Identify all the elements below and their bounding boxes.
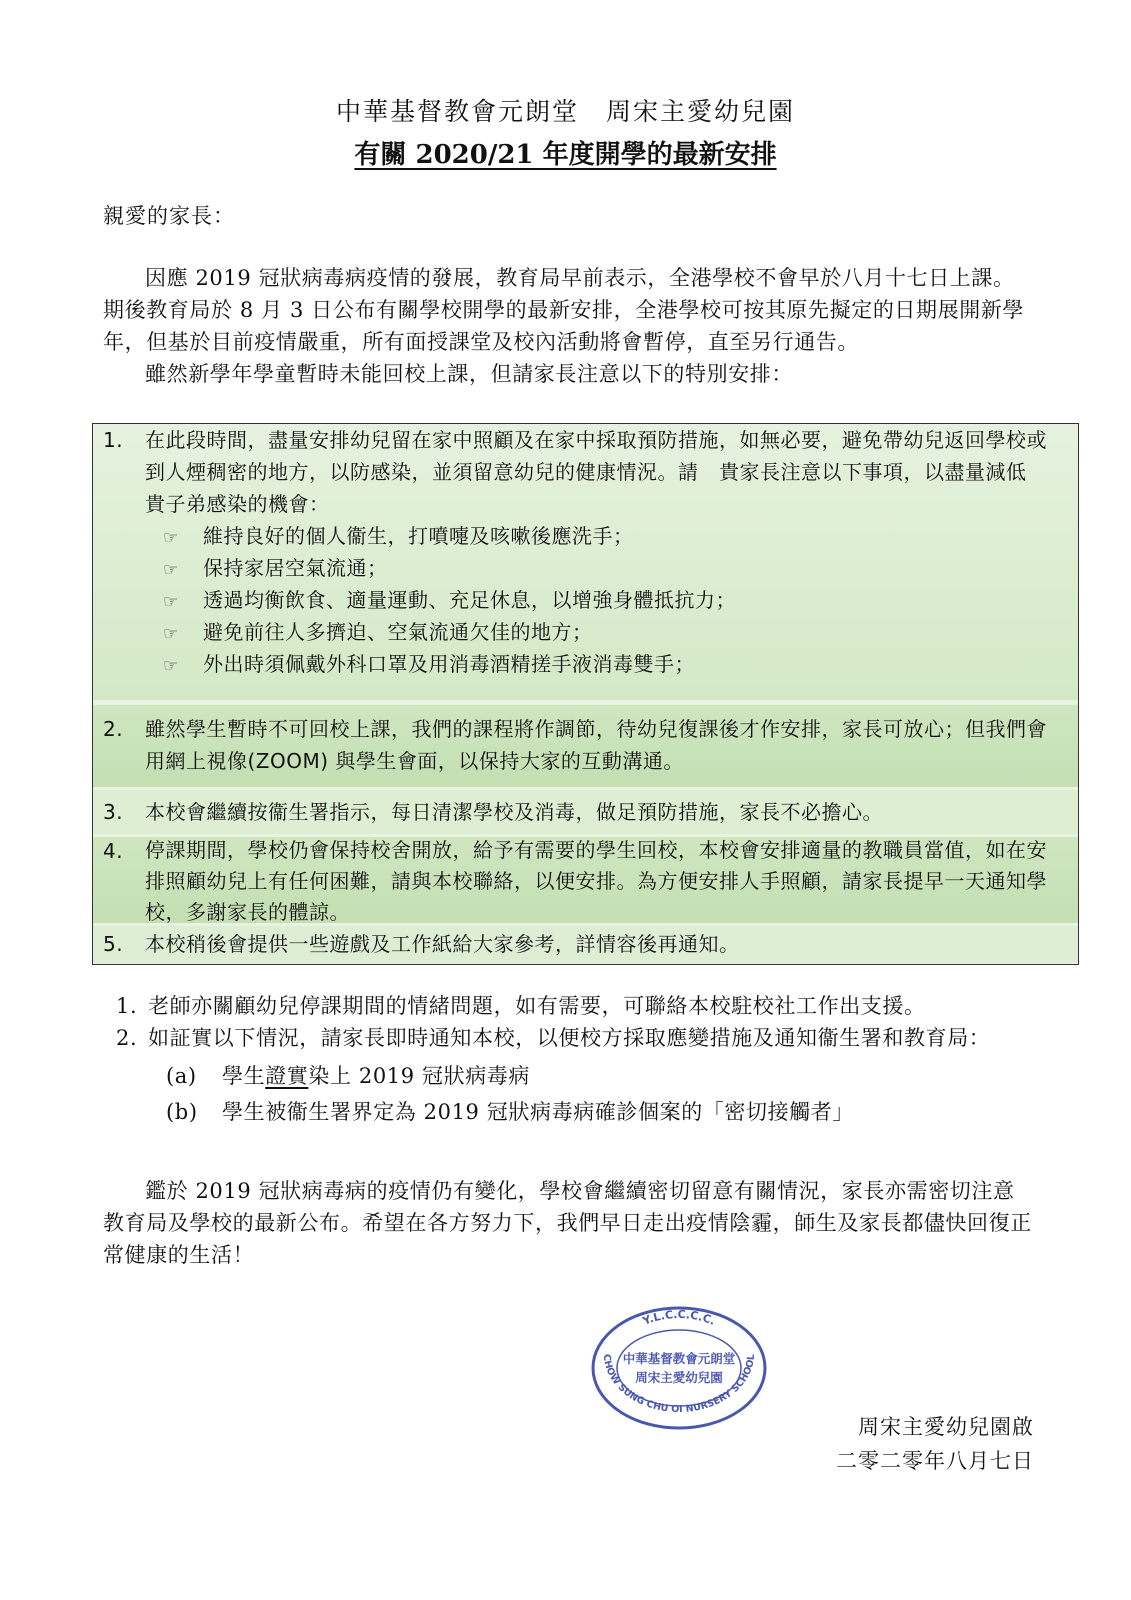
case-text-underlined: 證實 [265, 1064, 309, 1088]
notice-item [93, 790, 1078, 834]
additional-notes [116, 990, 1036, 1130]
item-text: 雖然學生暫時不可回校上課，我們的課程將作調節，待幼兒復課後才作安排，家長可放心；但我們會用網上視像(ZOOM) 與學生會面，以保持大家的互動溝通。 [145, 717, 1047, 773]
note-number: 2. [116, 1026, 138, 1050]
pointing-hand-icon: ☞ [163, 592, 179, 612]
pointing-hand-icon: ☞ [163, 560, 179, 580]
stamp-top-text-path: Y.L.C.C.C.C. [640, 1307, 718, 1328]
precaution-item [163, 616, 1066, 648]
case-item [166, 1094, 1036, 1130]
precaution-text: 維持良好的個人衞生，打噴嚏及咳嗽後應洗手； [203, 524, 634, 548]
precaution-item [163, 584, 1066, 616]
stamp-line-2: 周宋主愛幼兒園 [635, 1370, 723, 1385]
pointing-hand-icon: ☞ [163, 528, 179, 548]
precaution-item [163, 520, 1066, 552]
note-text: 老師亦關顧幼兒停課期間的情緒問題，如有需要，可聯絡本校駐校社工作出支援。 [148, 994, 926, 1018]
salutation: 親愛的家長： [103, 204, 235, 228]
case-text-before: 學生 [222, 1064, 266, 1088]
special-arrangements-box [92, 423, 1079, 965]
note-item [116, 990, 1036, 1022]
notice-item [93, 705, 1078, 787]
precaution-text: 外出時須佩戴外科口罩及用消毒酒精搓手液消毒雙手； [203, 652, 695, 676]
precaution-item [163, 648, 1066, 680]
notice-item [93, 424, 1078, 700]
item-text: 在此段時間，盡量安排幼兒留在家中照顧及在家中採取預防措施，如無必要，避免帶幼兒返回學校或到人煙稠密的地方，以防感染，並須留意幼兒的健康情況。請 貴家長注意以下事項，以盡量減低 貴子弟感染的機會： [145, 428, 1047, 516]
item-number: 1. [103, 428, 124, 452]
precaution-text: 透過均衡飲食、適量運動、充足休息，以增強身體抵抗力； [203, 588, 736, 612]
precaution-item [163, 552, 1066, 584]
item-text: 本校會繼續按衞生署指示，每日清潔學校及消毒，做足預防措施，家長不必擔心。 [145, 800, 883, 824]
school-name: 中華基督教會元朗堂 周宋主愛幼兒園 [335, 97, 795, 126]
note-number: 1. [116, 994, 138, 1018]
precaution-text: 避免前往人多擠迫、空氣流通欠佳的地方； [203, 620, 593, 644]
item-number: 4. [103, 839, 124, 863]
precaution-list [163, 520, 1066, 680]
case-label: (b) [166, 1100, 198, 1124]
stamp-ring-text-path: CHOW SUNG CHU OI NURSERY SCHOOL [600, 1353, 758, 1416]
document-title-text: 有關 2020/21 年度開學的最新安排 [354, 140, 777, 170]
document-title [0, 134, 1131, 171]
precaution-text: 保持家居空氣流通； [203, 556, 388, 580]
item-text: 停課期間，學校仍會保持校舍開放，給予有需要的學生回校，本校會安排適量的教職員當值，如在安排照顧幼兒上有任何困難，請與本校聯絡，以便安排。為方便安排人手照顧，請家長提早一天通知學校，多謝家長的體諒。 [145, 838, 1047, 924]
case-text-after: 染上 2019 冠狀病毒病 [308, 1064, 530, 1088]
note-item [116, 1022, 1036, 1130]
item-number: 2. [103, 717, 124, 741]
intro-section [103, 262, 1033, 390]
case-label: (a) [166, 1064, 197, 1088]
intro-lead-paragraph: 雖然新學年學童暫時未能回校上課，但請家長注意以下的特別安排： [145, 362, 793, 386]
case-list [166, 1058, 1036, 1130]
letter-date: 二零二零年八月七日 [836, 1449, 1034, 1473]
notice-item [93, 926, 1078, 963]
pointing-hand-icon: ☞ [163, 656, 179, 676]
case-text: 學生被衞生署界定為 2019 冠狀病毒病確診個案的「密切接觸者」 [222, 1100, 854, 1124]
notice-item [93, 837, 1078, 923]
note-text: 如証實以下情況，請家長即時通知本校，以便校方採取應變措施及通知衞生署和教育局： [148, 1026, 991, 1050]
school-stamp [590, 1306, 768, 1431]
signature-block [836, 1410, 1034, 1478]
stamp-line-1: 中華基督教會元朗堂 [622, 1351, 736, 1366]
item-number: 3. [103, 800, 124, 824]
sender-name: 周宋主愛幼兒園啟 [858, 1415, 1034, 1439]
intro-paragraph: 因應 2019 冠狀病毒病疫情的發展，教育局早前表示，全港學校不會早於八月十七日上課。期後教育局於 8 月 3 日公布有關學校開學的最新安排，全港學校可按其原先擬定的日期展開新學年，但基於目前疫情嚴重，所有面授課堂及校內活動將會暫停，直至另行通告。 [103, 266, 1025, 354]
case-item [166, 1058, 1036, 1094]
pointing-hand-icon: ☞ [163, 624, 179, 644]
closing-section [103, 1175, 1033, 1271]
item-text: 本校稍後會提供一些遊戲及工作紙給大家參考，詳情容後再通知。 [145, 932, 740, 956]
closing-paragraph: 鑑於 2019 冠狀病毒病的疫情仍有變化，學校會繼續密切留意有關情況，家長亦需密切注意教育局及學校的最新公布。希望在各方努力下，我們早日走出疫情陰霾，師生及家長都儘快回復正常健康的生活！ [103, 1179, 1032, 1267]
item-number: 5. [103, 932, 124, 956]
